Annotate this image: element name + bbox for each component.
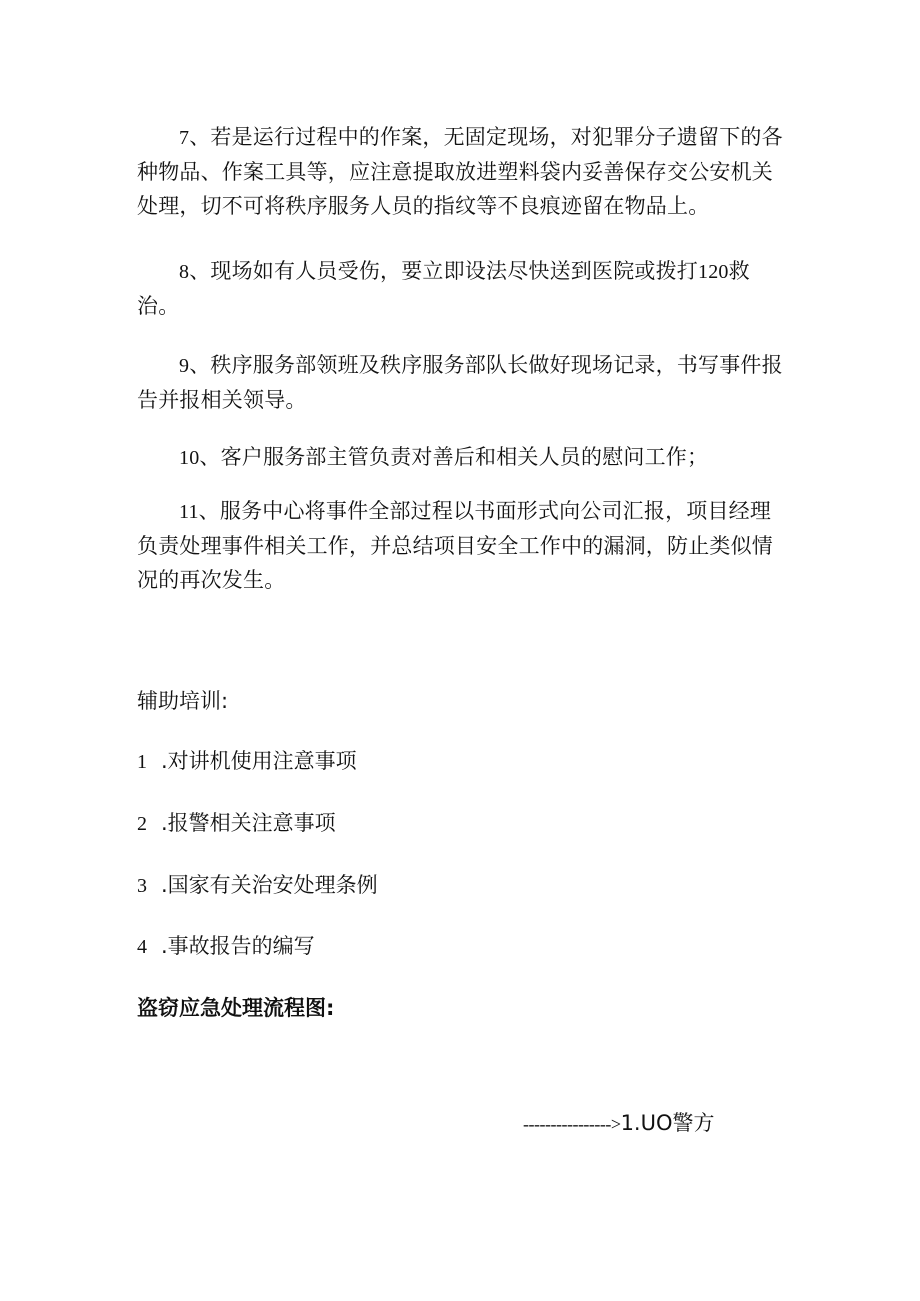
training-title: 辅助培训:	[137, 689, 229, 713]
paragraph-text: 救治。	[137, 259, 750, 318]
flowchart-heading: 盗窃应急处理流程图:	[137, 996, 335, 1020]
list-number: 3	[137, 875, 147, 897]
paragraph-10	[137, 440, 787, 475]
list-text: .报警相关注意事项	[161, 811, 336, 835]
paragraph-number: 10	[179, 447, 200, 469]
paragraph-text: 、秩序服务部领班及秩序服务部队长做好现场记录，书写事件报告并报相关领导。	[137, 353, 783, 412]
paragraph-number: 9	[179, 355, 190, 377]
training-item	[137, 870, 378, 901]
flowchart-arrow	[523, 1108, 715, 1139]
training-item	[137, 931, 315, 962]
phone-number: 120	[698, 261, 729, 283]
paragraph-8	[137, 254, 787, 323]
paragraph-text: 、服务中心将事件全部过程以书面形式向公司汇报，项目经理负责处理事件相关工作，并总结项目安全工作中的漏洞，防止类似情况的再次发生。	[137, 499, 773, 592]
paragraph-text: 、若是运行过程中的作案，无固定现场，对犯罪分子遗留下的各种物品、作案工具等，应注意提取放进塑料袋内妥善保存交公安机关处理，切不可将秩序服务人员的指纹等不良痕迹留在物品上。	[137, 125, 783, 218]
paragraph-text: 、客户服务部主管负责对善后和相关人员的慰问工作；	[199, 445, 709, 469]
arrow-dashes: ---------------->	[523, 1114, 621, 1134]
arrow-label: 1.UO警方	[620, 1111, 715, 1135]
paragraph-number: 8	[179, 261, 190, 283]
paragraph-11	[137, 494, 787, 597]
training-item	[137, 746, 357, 777]
paragraph-text: 、现场如有人员受伤，要立即设法尽快送到医院或拨打	[189, 259, 699, 283]
list-number: 2	[137, 813, 147, 835]
list-text: .国家有关治安处理条例	[161, 873, 378, 897]
paragraph-7	[137, 120, 787, 223]
paragraph-number: 7	[179, 127, 190, 149]
training-item	[137, 808, 336, 839]
paragraph-number: 11	[179, 501, 199, 523]
list-number: 4	[137, 936, 147, 958]
list-text: .事故报告的编写	[161, 934, 315, 958]
paragraph-9	[137, 348, 787, 417]
list-text: .对讲机使用注意事项	[161, 749, 357, 773]
list-number: 1	[137, 751, 147, 773]
